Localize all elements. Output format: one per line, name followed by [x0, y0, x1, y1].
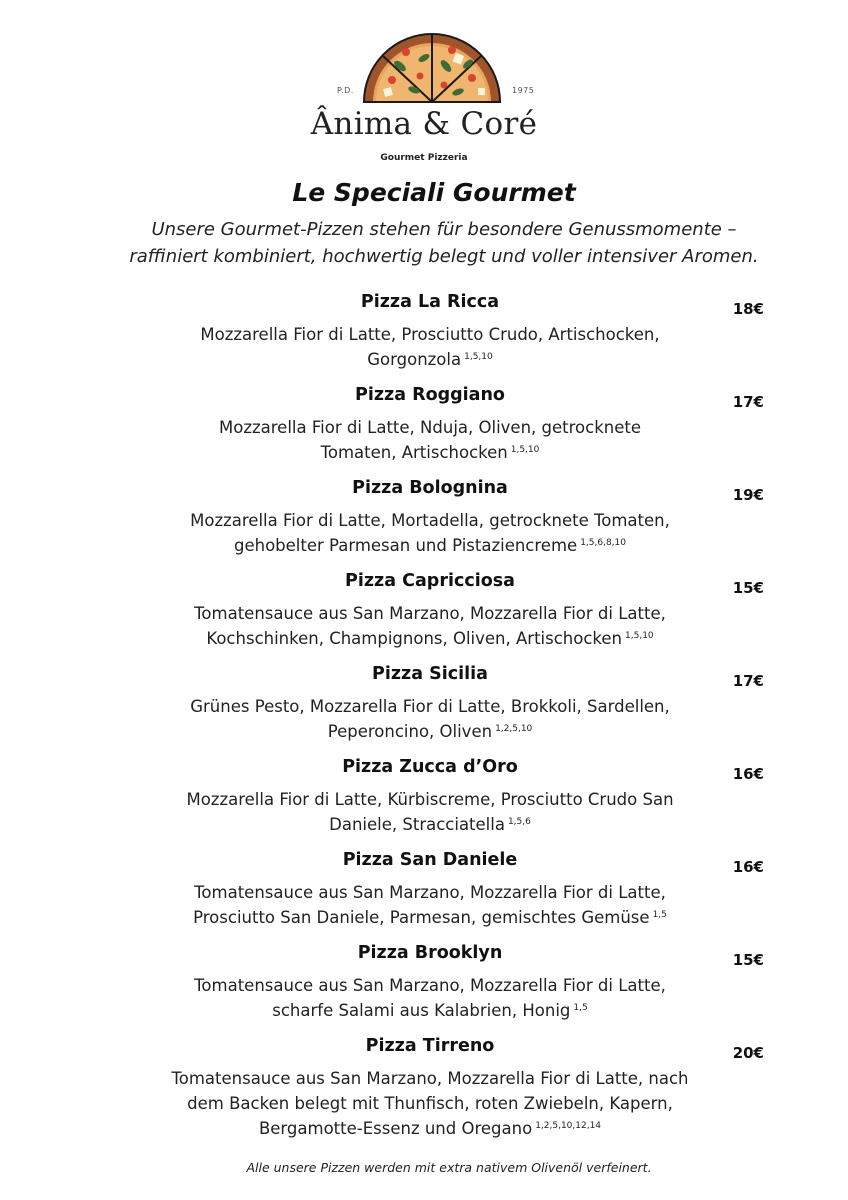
item-description: [150, 1066, 710, 1141]
item-price: 18€: [732, 300, 764, 318]
item-description: [150, 787, 710, 837]
allergen-codes: 1,5,10: [625, 630, 654, 641]
item-name: Pizza Brooklyn: [357, 943, 503, 963]
description-line: Tomatensauce aus San Marzano, Mozzarella Fior di Latte,: [194, 604, 666, 623]
menu-item: [0, 664, 848, 757]
brand-tagline: Gourmet Pizzeria: [380, 153, 468, 163]
item-description: [150, 694, 710, 744]
description-line: Tomatensauce aus San Marzano, Mozzarella Fior di Latte,: [194, 883, 666, 902]
allergen-codes: 1,5,10: [510, 444, 540, 455]
item-name: Pizza Bolognina: [352, 478, 508, 498]
item-name: Pizza San Daniele: [342, 850, 518, 870]
item-description: [150, 973, 710, 1023]
menu-item: [0, 478, 848, 571]
description-line: Grünes Pesto, Mozzarella Fior di Latte, Brokkoli, Sardellen,: [190, 697, 670, 716]
allergen-codes: 1,5,6,8,10: [580, 537, 626, 548]
section-intro: [60, 216, 828, 270]
description-text: Kochschinken, Champignons, Oliven, Artischocken: [206, 629, 623, 648]
item-price: 15€: [732, 951, 764, 969]
established-label: P.D.: [337, 86, 354, 95]
menu-item: [0, 757, 848, 850]
footer-note: Alle unsere Pizzen werden mit extra nativem Olivenöl verfeinert.: [246, 1160, 652, 1175]
description-line: Mozzarella Fior di Latte, Prosciutto Crudo, Artischocken,: [200, 325, 660, 344]
item-price: 16€: [732, 765, 764, 783]
description-text: Peperoncino, Oliven: [327, 722, 493, 741]
menu-item: [0, 1036, 848, 1138]
item-name: Pizza Roggiano: [355, 385, 505, 405]
item-price: 19€: [732, 486, 764, 504]
item-description: [150, 880, 710, 930]
item-price: 16€: [732, 858, 764, 876]
description-line: [150, 998, 710, 1023]
item-name: Pizza Tirreno: [365, 1036, 495, 1056]
allergen-codes: 1,5: [652, 909, 667, 920]
description-text: Tomaten, Artischocken: [320, 443, 508, 462]
description-line: [150, 347, 710, 372]
item-description: [150, 601, 710, 651]
menu-item: [0, 850, 848, 943]
item-name: Pizza La Ricca: [360, 292, 500, 312]
description-text: gehobelter Parmesan und Pistaziencreme: [233, 536, 578, 555]
description-line: [150, 440, 710, 465]
established-year: 1975: [512, 86, 535, 95]
description-line: Mozzarella Fior di Latte, Mortadella, getrocknete Tomaten,: [190, 511, 670, 530]
item-price: 20€: [732, 1044, 764, 1062]
description-line: [150, 1116, 710, 1141]
menu-item: [0, 292, 848, 385]
pizza-half-icon: [360, 30, 504, 104]
item-name: Pizza Capricciosa: [345, 571, 515, 591]
description-text: Bergamotte-Essenz und Oregano: [258, 1119, 533, 1138]
item-description: [150, 415, 710, 465]
description-line: dem Backen belegt mit Thunfisch, roten Zwiebeln, Kapern,: [187, 1094, 673, 1113]
description-text: scharfe Salami aus Kalabrien, Honig: [272, 1001, 571, 1020]
description-text: Prosciutto San Daniele, Parmesan, gemischtes Gemüse: [193, 908, 650, 927]
description-line: Tomatensauce aus San Marzano, Mozzarella Fior di Latte, nach: [171, 1069, 689, 1088]
item-price: 17€: [732, 672, 764, 690]
item-name: Pizza Sicilia: [372, 664, 488, 684]
description-text: Gorgonzola: [367, 350, 462, 369]
description-line: Mozzarella Fior di Latte, Nduja, Oliven, getrocknete: [219, 418, 641, 437]
allergen-codes: 1,2,5,10,12,14: [535, 1120, 602, 1131]
menu-list: [0, 292, 848, 1138]
description-line: Mozzarella Fior di Latte, Kürbiscreme, Prosciutto Crudo San: [186, 790, 674, 809]
description-line: [150, 719, 710, 744]
item-price: 17€: [732, 393, 764, 411]
description-line: Tomatensauce aus San Marzano, Mozzarella Fior di Latte,: [194, 976, 666, 995]
allergen-codes: 1,5,6: [507, 816, 531, 827]
description-line: [150, 905, 710, 930]
description-line: [150, 626, 710, 651]
allergen-codes: 1,2,5,10: [495, 723, 533, 734]
logo: [0, 28, 848, 178]
allergen-codes: 1,5,10: [464, 351, 493, 362]
item-description: [150, 322, 710, 372]
menu-item: [0, 571, 848, 664]
item-description: [150, 508, 710, 558]
section-title: Le Speciali Gourmet: [292, 178, 576, 207]
intro-line-1: Unsere Gourmet-Pizzen stehen für besondere Genussmomente –: [151, 219, 737, 240]
brand-name: Ânima & Coré: [310, 106, 538, 142]
intro-line-2: raffiniert kombiniert, hochwertig belegt und voller intensiver Aromen.: [129, 246, 759, 267]
allergen-codes: 1,5: [573, 1002, 588, 1013]
item-name: Pizza Zucca d’Oro: [342, 757, 518, 777]
menu-item: [0, 385, 848, 478]
menu-item: [0, 943, 848, 1036]
description-line: [150, 812, 710, 837]
item-price: 15€: [732, 579, 764, 597]
description-line: [150, 533, 710, 558]
description-text: Daniele, Stracciatella: [329, 815, 505, 834]
